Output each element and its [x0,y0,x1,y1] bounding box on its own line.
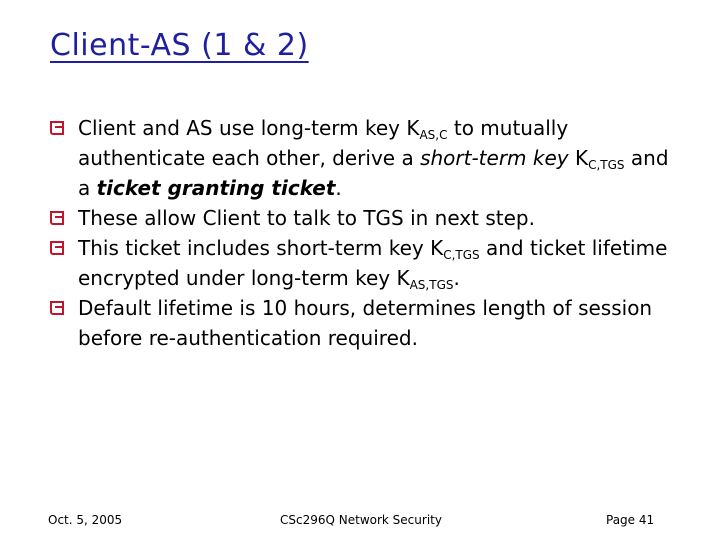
footer-date: Oct. 5, 2005 [48,513,123,527]
bullet-2-text: These allow Client to talk to TGS in next step. [78,206,535,230]
bullet-item-2 [50,203,680,233]
square-bullet-icon [50,211,64,225]
square-bullet-icon [50,241,64,255]
square-bullet-icon [50,121,64,135]
bullet-list [50,113,680,353]
bullet-4-text: Default lifetime is 10 hours, determines length of session before re-authentication required. [78,296,653,350]
slide-title: Client-AS (1 & 2) [50,28,309,63]
bullet-3-text: This ticket includes short-term key $K_{C,TGS}$ and ticket lifetime encrypted under long-term key $K_{AS,TGS}$. [78,236,668,292]
footer-page-number: Page 41 [606,513,655,527]
bullet-1-text: Client and AS use long-term key $K_{AS,C}$ to mutually authenticate each other, derive a short-term key $K_{C,TGS}$ and a ticket granting ticket. [78,116,669,200]
bullet-item-3 [50,233,680,293]
bullet-item-1 [50,113,680,203]
bullet-item-4 [50,293,680,353]
footer-course: CSc296Q Network Security [280,513,442,527]
square-bullet-icon [50,301,64,315]
